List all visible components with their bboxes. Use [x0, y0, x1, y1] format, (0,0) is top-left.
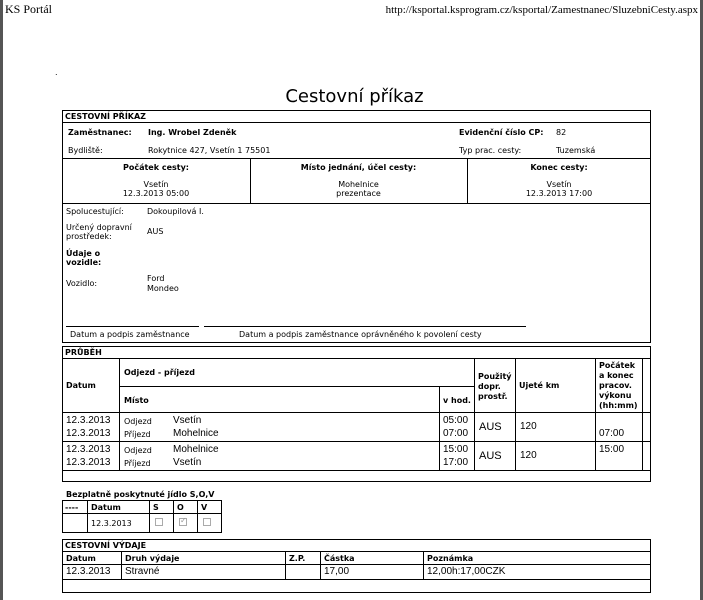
vehicle-make: Ford: [147, 274, 165, 283]
col-transport: Použitý: [478, 372, 512, 381]
stray-dot: .: [55, 68, 58, 77]
order-section-title: CESTOVNÍ PŘÍKAZ: [65, 112, 146, 121]
vehicle-data-label: vozidle:: [66, 258, 102, 267]
transport-label: Určený dopravní: [66, 223, 132, 232]
divider: [119, 358, 120, 470]
table-row-time: 07:00: [443, 428, 469, 439]
col-work: výkonu: [599, 391, 632, 400]
divider: [62, 470, 651, 471]
purpose-label: Místo jednání, účel cesty:: [300, 163, 417, 172]
app-name: KS Portál: [5, 2, 53, 16]
divider: [119, 386, 474, 387]
meal-s-checkbox[interactable]: [155, 518, 163, 526]
progress-section-title: PRŮBĚH: [65, 348, 102, 357]
divider: [423, 551, 424, 579]
col-transport: dopr.: [478, 382, 501, 391]
meal-v-checkbox[interactable]: [203, 518, 211, 526]
col-time: v hod.: [443, 396, 471, 405]
table-row-work: 15:00: [599, 444, 625, 455]
meals-col-v: V: [201, 503, 208, 512]
expense-row-type: Stravné: [125, 566, 160, 577]
col-depart-arrive: Odjezd - příjezd: [124, 368, 195, 377]
start-place: Vsetín: [143, 180, 169, 189]
signature-line: [66, 326, 199, 327]
divider: [62, 551, 651, 552]
meals-col-dash: ----: [65, 503, 79, 512]
vehicle-label: Vozidlo:: [66, 279, 98, 288]
table-row-transport: AUS: [479, 450, 502, 462]
divider: [197, 500, 198, 533]
table-row-km: 120: [520, 421, 537, 432]
divider: [62, 579, 651, 580]
expenses-col-type: Druh výdaje: [125, 554, 180, 563]
divider: [285, 551, 286, 579]
trip-type-label: Typ prac. cesty:: [459, 146, 522, 155]
purpose-place: Mohelnice: [338, 180, 379, 189]
divider: [62, 513, 222, 514]
companions-label: Spolucestující:: [66, 207, 124, 216]
table-row-time: 15:00: [443, 444, 469, 455]
start-time: 12.3.2013 05:00: [122, 189, 190, 198]
purpose-value: prezentace: [336, 189, 381, 198]
divider: [62, 203, 651, 204]
table-row-km: 120: [520, 450, 537, 461]
divider: [62, 158, 651, 159]
col-date: Datum: [66, 381, 96, 390]
end-label: Konec cesty:: [530, 163, 588, 172]
transport-value: AUS: [147, 227, 164, 236]
signature-authorized: Datum a podpis zaměstnance oprávněného k povolení cesty: [239, 330, 482, 339]
divider: [62, 441, 651, 442]
table-row-work: 07:00: [599, 428, 625, 439]
expenses-col-zp: Z.P.: [289, 554, 306, 563]
expenses-col-note: Poznámka: [427, 554, 474, 563]
evid-value: 82: [556, 128, 567, 137]
divider: [173, 500, 174, 533]
table-row-transport: AUS: [479, 421, 502, 433]
table-row-place: Mohelnice: [173, 444, 219, 455]
divider: [320, 551, 321, 579]
expenses-col-date: Datum: [66, 554, 96, 563]
divider: [439, 386, 440, 470]
companions-value: Dokoupilová I.: [147, 207, 204, 216]
divider: [121, 551, 122, 579]
table-row-date: 12.3.2013: [66, 444, 111, 455]
table-row-time: 17:00: [443, 457, 469, 468]
col-work: (hh:mm): [599, 401, 638, 410]
vehicle-model: Mondeo: [147, 284, 179, 293]
divider: [595, 358, 596, 470]
transport-label: prostředek:: [66, 232, 112, 241]
meals-title: Bezplatně poskytnuté jídlo S,O,V: [66, 490, 215, 499]
signature-employee: Datum a podpis zaměstnance: [70, 330, 190, 339]
table-row-date: 12.3.2013: [66, 415, 111, 426]
expenses-col-amount: Částka: [324, 554, 355, 563]
address-label: Bydliště:: [68, 146, 103, 155]
employee-value: Ing. Wrobel Zdeněk: [148, 128, 237, 137]
col-work: Počátek: [599, 361, 636, 370]
divider: [515, 358, 516, 470]
table-row-place: Mohelnice: [173, 428, 219, 439]
signature-line: [204, 326, 526, 327]
col-km: Ujeté km: [519, 381, 560, 390]
end-time: 12.3.2013 17:00: [525, 189, 593, 198]
employee-label: Zaměstnanec:: [68, 128, 132, 137]
meal-o-checkbox[interactable]: [179, 518, 187, 526]
evid-label: Evidenční číslo CP:: [459, 128, 544, 137]
expense-row-date: 12.3.2013: [66, 566, 111, 577]
table-row-place: Vsetín: [173, 457, 202, 468]
meals-col-o: O: [177, 503, 184, 512]
expense-row-amount: 17,00: [324, 566, 350, 577]
divider: [62, 412, 651, 413]
table-row-date: 12.3.2013: [66, 457, 111, 468]
table-row-time: 05:00: [443, 415, 469, 426]
meals-table: [62, 500, 222, 533]
start-label: Počátek cesty:: [122, 163, 190, 172]
page-title: Cestovní příkaz: [285, 86, 424, 107]
address-value: Rokytnice 427, Vsetín 1 75501: [148, 146, 271, 155]
meals-col-s: S: [153, 503, 159, 512]
expense-row-note: 12,00h:17,00CZK: [427, 566, 506, 577]
meals-date: 12.3.2013: [91, 519, 132, 528]
col-transport: prostř.: [478, 392, 508, 401]
divider: [62, 564, 651, 565]
table-row-date: 12.3.2013: [66, 428, 111, 439]
divider: [149, 500, 150, 533]
trip-type-value: Tuzemská: [556, 146, 596, 155]
divider: [642, 358, 643, 470]
divider: [87, 500, 88, 533]
end-place: Vsetín: [546, 180, 572, 189]
expenses-section-title: CESTOVNÍ VÝDAJE: [65, 541, 147, 550]
divider: [62, 122, 651, 123]
table-row-label: Příjezd: [124, 459, 151, 468]
divider: [474, 358, 475, 470]
table-row-label: Odjezd: [124, 417, 152, 426]
col-work: pracov.: [599, 381, 632, 390]
table-row-place: Vsetín: [173, 415, 202, 426]
page-url: http://ksportal.ksprogram.cz/ksportal/Zamestnanec/SluzebniCesty.aspx: [385, 4, 698, 16]
divider: [62, 358, 651, 359]
table-row-label: Odjezd: [124, 446, 152, 455]
table-row-label: Příjezd: [124, 430, 151, 439]
col-work: a konec: [599, 371, 634, 380]
col-place: Místo: [124, 396, 149, 405]
meals-col-date: Datum: [91, 503, 121, 512]
vehicle-data-label: Údaje o: [66, 249, 101, 258]
